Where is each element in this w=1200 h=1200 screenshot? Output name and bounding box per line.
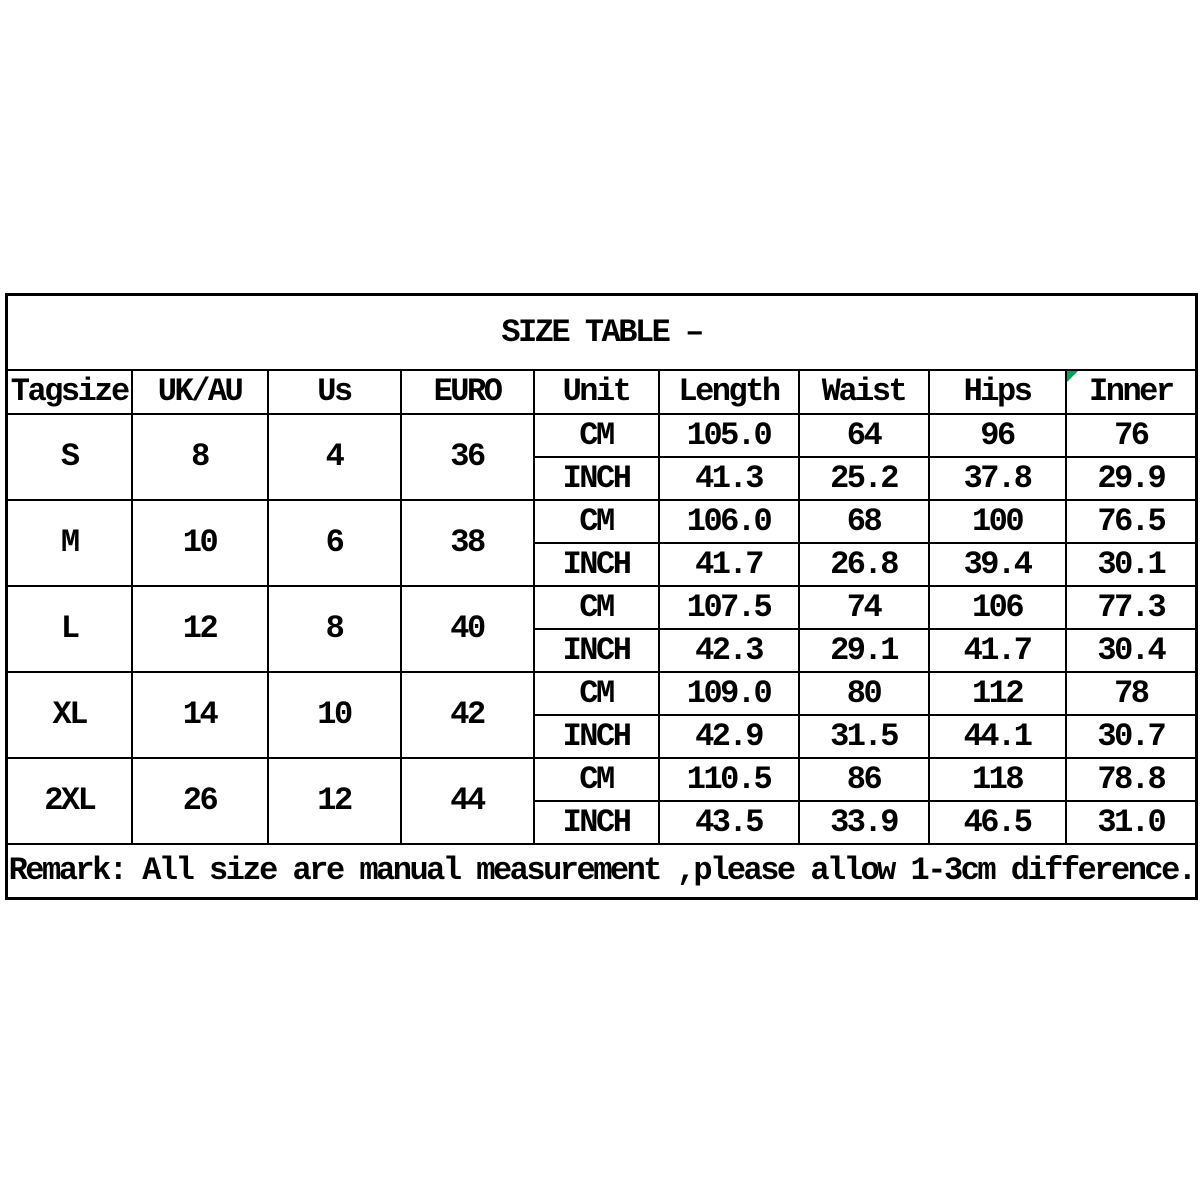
col-header-us: Us bbox=[268, 370, 401, 414]
cell-waist: 68 bbox=[799, 500, 929, 543]
cell-length: 106.0 bbox=[659, 500, 799, 543]
cell-euro: 40 bbox=[401, 586, 534, 672]
header-row bbox=[7, 370, 1197, 414]
cell-unit: CM bbox=[534, 672, 659, 715]
cell-unit: INCH bbox=[534, 629, 659, 672]
cell-unit: CM bbox=[534, 586, 659, 629]
col-header-inner bbox=[1066, 370, 1197, 414]
cell-inner: 78 bbox=[1066, 672, 1197, 715]
cell-waist: 33.9 bbox=[799, 801, 929, 844]
cell-inner: 31.0 bbox=[1066, 801, 1197, 844]
cell-unit: CM bbox=[534, 500, 659, 543]
cell-waist: 80 bbox=[799, 672, 929, 715]
cell-length: 42.3 bbox=[659, 629, 799, 672]
cell-unit: CM bbox=[534, 758, 659, 801]
cell-uk-au: 26 bbox=[132, 758, 268, 844]
size-row-xl-cm bbox=[7, 672, 1197, 715]
size-row-l-cm bbox=[7, 586, 1197, 629]
cell-uk-au: 12 bbox=[132, 586, 268, 672]
cell-hips: 46.5 bbox=[929, 801, 1066, 844]
cell-tagsize: XL bbox=[7, 672, 132, 758]
col-header-euro: EURO bbox=[401, 370, 534, 414]
col-header-waist: Waist bbox=[799, 370, 929, 414]
cell-hips: 44.1 bbox=[929, 715, 1066, 758]
cell-unit: INCH bbox=[534, 457, 659, 500]
cell-tagsize: S bbox=[7, 414, 132, 500]
col-header-unit: Unit bbox=[534, 370, 659, 414]
cell-waist: 29.1 bbox=[799, 629, 929, 672]
cell-inner: 76 bbox=[1066, 414, 1197, 457]
cell-inner: 78.8 bbox=[1066, 758, 1197, 801]
cell-inner: 30.1 bbox=[1066, 543, 1197, 586]
cell-hips: 112 bbox=[929, 672, 1066, 715]
cell-euro: 44 bbox=[401, 758, 534, 844]
cell-inner: 76.5 bbox=[1066, 500, 1197, 543]
size-row-2xl-cm bbox=[7, 758, 1197, 801]
cell-waist: 64 bbox=[799, 414, 929, 457]
cell-inner: 30.7 bbox=[1066, 715, 1197, 758]
cell-tagsize: L bbox=[7, 586, 132, 672]
cell-euro: 38 bbox=[401, 500, 534, 586]
cell-us: 12 bbox=[268, 758, 401, 844]
cell-hips: 41.7 bbox=[929, 629, 1066, 672]
cell-waist: 74 bbox=[799, 586, 929, 629]
col-header-length: Length bbox=[659, 370, 799, 414]
cell-waist: 86 bbox=[799, 758, 929, 801]
cell-waist: 31.5 bbox=[799, 715, 929, 758]
cell-waist: 25.2 bbox=[799, 457, 929, 500]
cell-inner: 30.4 bbox=[1066, 629, 1197, 672]
cell-hips: 118 bbox=[929, 758, 1066, 801]
size-table bbox=[5, 293, 1198, 900]
cell-euro: 42 bbox=[401, 672, 534, 758]
cell-euro: 36 bbox=[401, 414, 534, 500]
cell-unit: INCH bbox=[534, 715, 659, 758]
cell-us: 8 bbox=[268, 586, 401, 672]
size-row-m-cm bbox=[7, 500, 1197, 543]
cell-length: 41.3 bbox=[659, 457, 799, 500]
cell-tagsize: 2XL bbox=[7, 758, 132, 844]
cell-hips: 96 bbox=[929, 414, 1066, 457]
cell-length: 42.9 bbox=[659, 715, 799, 758]
size-row-s-cm bbox=[7, 414, 1197, 457]
cell-length: 43.5 bbox=[659, 801, 799, 844]
page-title: SIZE TABLE – bbox=[7, 295, 1197, 370]
remark-row bbox=[7, 844, 1197, 899]
title-row bbox=[7, 295, 1197, 370]
cell-uk-au: 14 bbox=[132, 672, 268, 758]
cell-length: 105.0 bbox=[659, 414, 799, 457]
cell-us: 6 bbox=[268, 500, 401, 586]
col-header-hips: Hips bbox=[929, 370, 1066, 414]
remark-text: Remark: All size are manual measurement ,please allow 1-3cm difference. bbox=[7, 844, 1197, 899]
cell-hips: 39.4 bbox=[929, 543, 1066, 586]
cell-unit: INCH bbox=[534, 543, 659, 586]
cell-hips: 100 bbox=[929, 500, 1066, 543]
col-header-inner-label: Inner bbox=[1089, 373, 1173, 410]
cell-length: 41.7 bbox=[659, 543, 799, 586]
cell-inner: 77.3 bbox=[1066, 586, 1197, 629]
cell-unit: INCH bbox=[534, 801, 659, 844]
cell-corner-marker bbox=[1067, 371, 1078, 382]
cell-length: 107.5 bbox=[659, 586, 799, 629]
cell-uk-au: 10 bbox=[132, 500, 268, 586]
cell-unit: CM bbox=[534, 414, 659, 457]
col-header-uk-au: UK/AU bbox=[132, 370, 268, 414]
cell-uk-au: 8 bbox=[132, 414, 268, 500]
cell-us: 4 bbox=[268, 414, 401, 500]
col-header-tagsize: Tagsize bbox=[7, 370, 132, 414]
cell-inner: 29.9 bbox=[1066, 457, 1197, 500]
cell-tagsize: M bbox=[7, 500, 132, 586]
cell-hips: 37.8 bbox=[929, 457, 1066, 500]
cell-length: 109.0 bbox=[659, 672, 799, 715]
cell-waist: 26.8 bbox=[799, 543, 929, 586]
cell-length: 110.5 bbox=[659, 758, 799, 801]
cell-hips: 106 bbox=[929, 586, 1066, 629]
cell-us: 10 bbox=[268, 672, 401, 758]
